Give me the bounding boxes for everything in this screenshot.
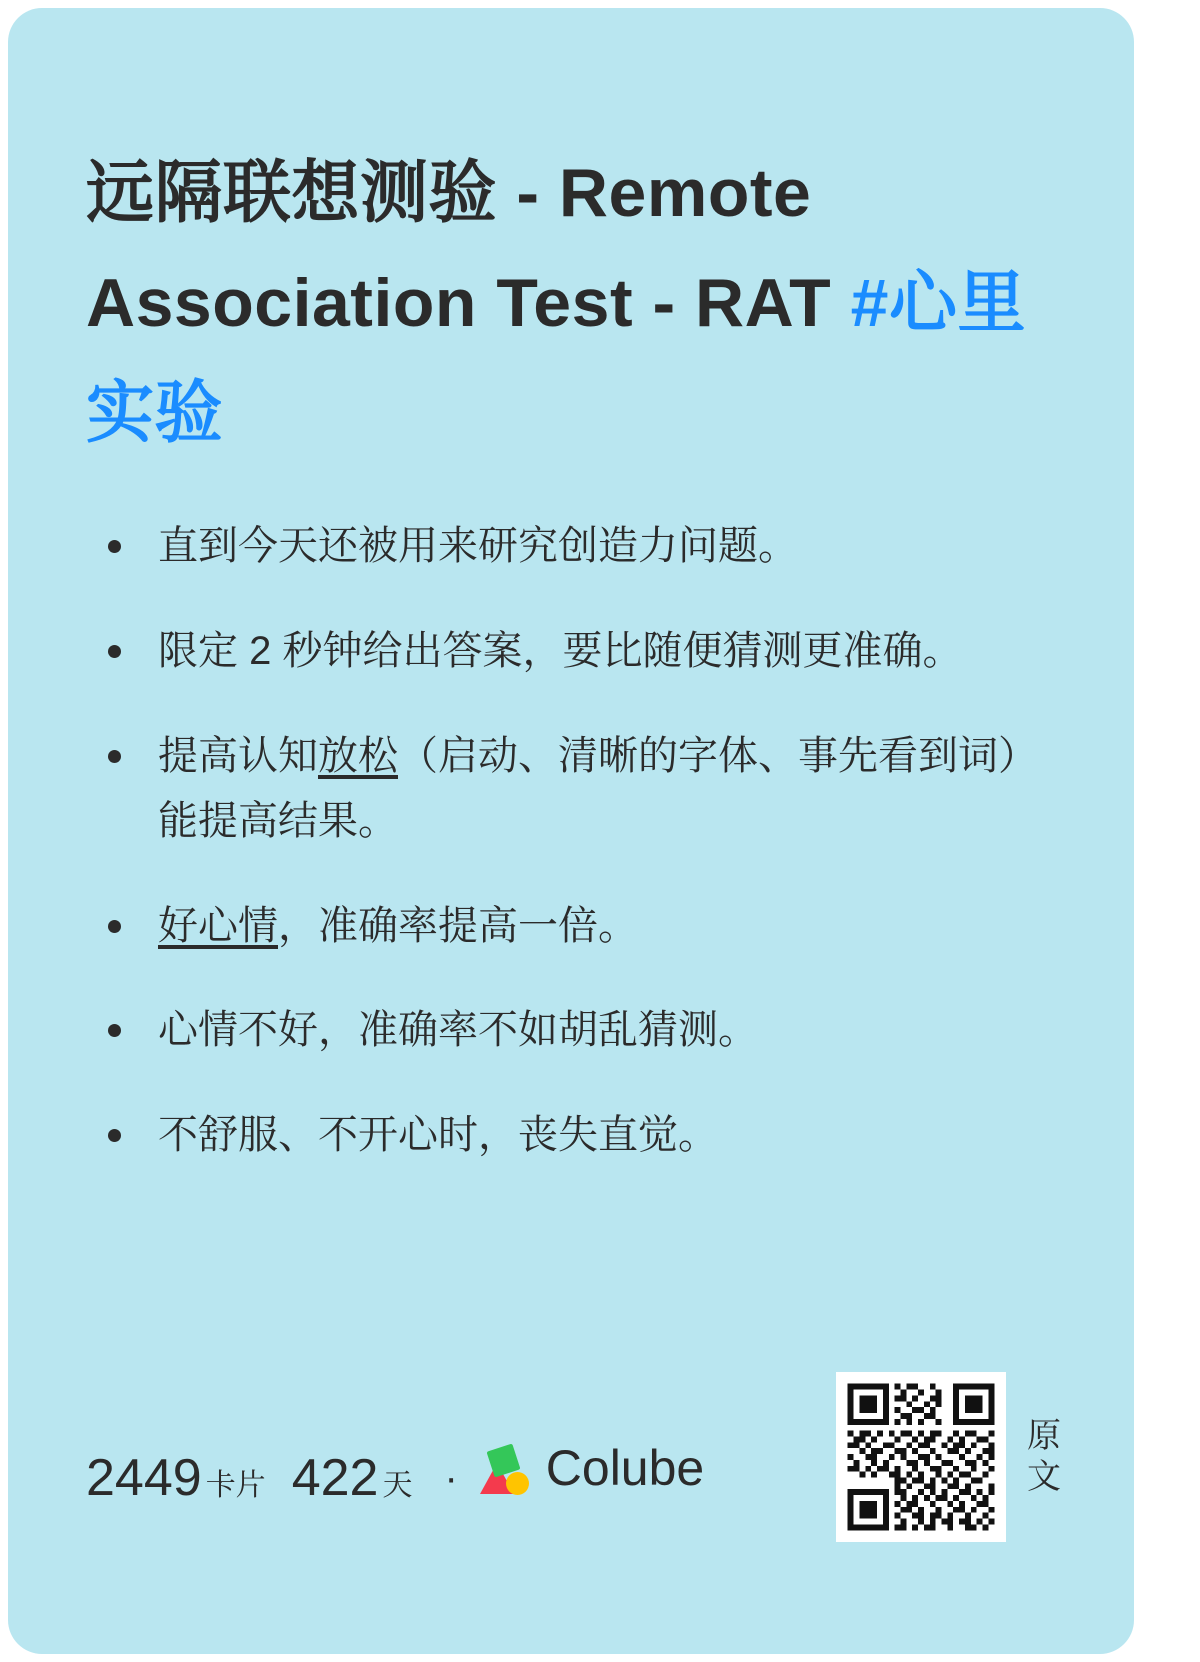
list-item-emphasis: 放松 <box>318 734 398 779</box>
footer-stats <box>86 1439 704 1508</box>
list-item-text-suffix: ，准确率提高一倍。 <box>278 903 638 948</box>
card-footer <box>86 1372 1064 1542</box>
list-item <box>86 724 1064 854</box>
colube-logo-icon <box>478 1447 532 1501</box>
days-unit-label: 天 <box>382 1469 413 1502</box>
brand <box>478 1439 704 1497</box>
list-item-text: 不舒服、不开心时，丧失直觉。 <box>158 1113 718 1158</box>
list-item <box>86 619 1064 684</box>
list-item <box>86 894 1064 959</box>
days-count: 422 <box>291 1449 379 1507</box>
qr-label: 原文 <box>1027 1417 1061 1496</box>
list-item <box>86 514 1064 579</box>
list-item-text: 心情不好，准确率不如胡乱猜测。 <box>158 1008 758 1053</box>
card-content <box>86 138 1064 1208</box>
list-item <box>86 1103 1064 1168</box>
page-title <box>86 138 1064 468</box>
list-item <box>86 998 1064 1063</box>
cards-count: 2449 <box>86 1449 202 1507</box>
list-item-emphasis: 好心情 <box>158 903 278 948</box>
list-item-text-suffix: （启动、清晰的字体、事先看到词）能提高结果。 <box>158 734 1038 843</box>
list-item-text: 提高认知 <box>158 734 318 779</box>
cards-unit-label: 卡片 <box>205 1469 266 1502</box>
list-item-text: 直到今天还被用来研究创造力问题。 <box>158 524 798 569</box>
page-title-main: 远隔联想测验 - Remote Association Test - RAT <box>86 155 851 342</box>
hashtag-link[interactable]: #心里实验 <box>86 265 1026 452</box>
brand-name: Colube <box>545 1440 705 1496</box>
bullet-list <box>86 514 1064 1168</box>
note-card <box>8 8 1134 1654</box>
qr-code-icon[interactable] <box>836 1372 1006 1542</box>
list-item-text: 限定 2 秒钟给出答案，要比随便猜测更准确。 <box>158 629 963 674</box>
separator-dot: · <box>444 1456 458 1500</box>
qr-block[interactable] <box>836 1372 1064 1542</box>
